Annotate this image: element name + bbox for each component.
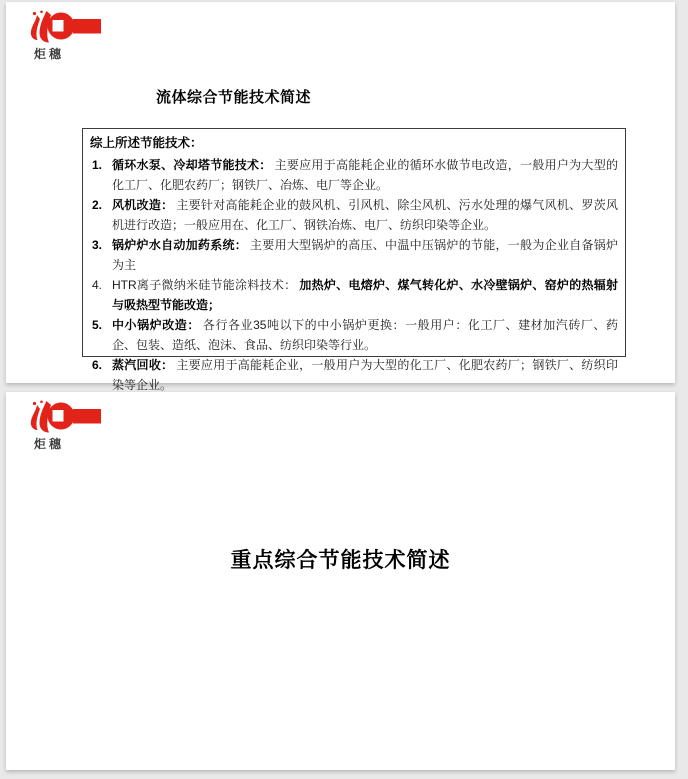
item-body: 主要针对高能耗企业的鼓风机、引风机、除尘风机、污水处理的爆气风机、罗茨风机进行改造；一般应用在、化工厂、钢铁冶炼、电厂、纺织印染等企业。: [112, 198, 618, 232]
item-body: 主要应用于高能耗企业的循环水做节电改造，一般用户为大型的化工厂、化肥农药厂；钢铁厂、冶炼、电厂等企业。: [112, 158, 618, 192]
page2-title: 重点综合节能技术简述: [230, 549, 451, 572]
item-text: [112, 275, 618, 315]
item-body: 各行各业35吨以下的中小锅炉更换：一般用户：化工厂、建材加汽砖厂、药企、包装、造纸、泡沫、食品、纺织印染等行业。: [112, 318, 618, 352]
item-number: 2.: [92, 198, 103, 212]
item-number: 1.: [92, 158, 103, 172]
summary-box: [82, 128, 626, 392]
item-number: 6.: [92, 358, 103, 372]
item-text: [112, 315, 618, 355]
list-item-6: [90, 355, 618, 395]
list-item-2: [90, 195, 618, 235]
list-item-5: [90, 315, 618, 355]
item-number: 5.: [92, 318, 103, 332]
item-body: 加热炉、电熔炉、煤气转化炉、水冷壁锅炉、窑炉的热辐射与吸热型节能改造；: [112, 278, 618, 312]
torch-logo-icon: [28, 10, 118, 44]
list-item-3: [90, 235, 618, 275]
company-logo: [28, 400, 118, 452]
item-text: [112, 155, 618, 195]
item-lead: 循环水泵、冷却塔节能技术：: [112, 158, 272, 172]
summary-box-header: 综上所述节能技术：: [90, 136, 203, 150]
list-item-1: [90, 155, 618, 195]
brand-name: 炬穗: [34, 437, 65, 451]
company-logo: [28, 10, 118, 62]
item-text: [112, 235, 618, 275]
item-lead: 中小锅炉改造：: [112, 318, 200, 332]
item-lead: 蒸汽回收：: [112, 358, 174, 372]
item-text: [112, 195, 618, 235]
list-item-4: [90, 275, 618, 315]
item-lead: HTR离子微纳米硅节能涂料技术：: [112, 278, 297, 292]
item-text: [112, 355, 618, 395]
torch-logo-icon: [28, 400, 118, 434]
page1-title: 流体综合节能技术简述: [156, 89, 312, 106]
item-lead: 风机改造：: [112, 198, 174, 212]
document-page-2: [6, 392, 675, 770]
brand-name: 炬穗: [34, 47, 65, 61]
document-page-1: [6, 2, 675, 392]
item-number: 3.: [92, 238, 103, 252]
item-number: 4.: [92, 278, 103, 292]
item-body: 主要用大型锅炉的高压、中温中压锅炉的节能，一般为企业自备锅炉为主: [112, 238, 618, 272]
item-lead: 锅炉炉水自动加药系统：: [112, 238, 248, 252]
item-body: 主要应用于高能耗企业，一般用户为大型的化工厂、化肥农药厂；钢铁厂、纺织印染等企业。: [112, 358, 618, 392]
